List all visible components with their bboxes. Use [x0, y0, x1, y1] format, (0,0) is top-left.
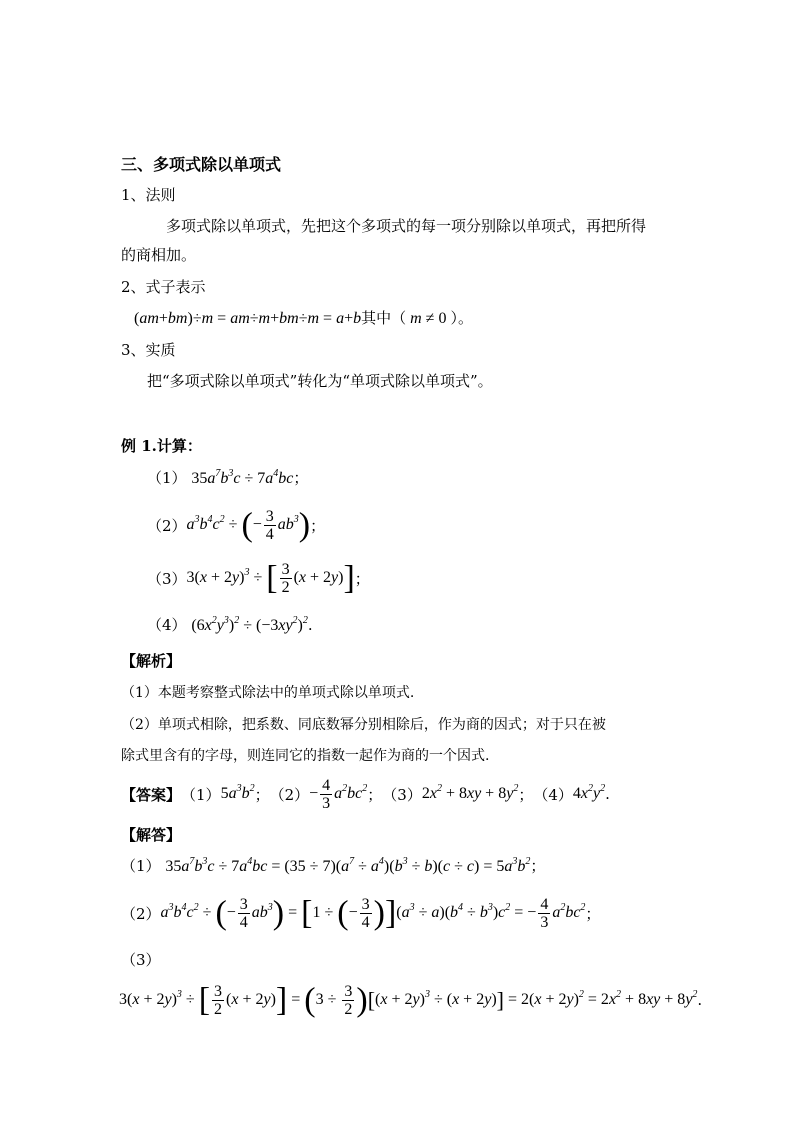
analysis-line-2: （2）单项式相除，把系数、同底数幂分别相除后，作为商的因式；对于只在被: [121, 717, 606, 733]
separator: ；: [585, 904, 601, 923]
essence-text: 把“多项式除以单项式”转化为“单项式除以单项式”。: [147, 372, 493, 390]
answer-number: （2）: [269, 785, 310, 804]
formula-expression: (am+bm)÷m = am÷m+bm÷m = a+b: [134, 310, 362, 327]
formula-condition: 其中（: [361, 309, 407, 327]
answer-line: [121, 772, 610, 816]
example-expression-2: $a^3b^4c^2$ ÷ (− $\frac{3}{4}$ $ab^3$): [186, 506, 311, 543]
separator: ；: [530, 857, 546, 875]
terminator: .: [697, 991, 703, 1009]
example-item-number: （1）: [147, 469, 187, 487]
separator: ；: [518, 785, 534, 804]
rule-line-2: 的商相加。: [121, 246, 197, 264]
example-item-number: （3）: [147, 569, 187, 588]
answer-number: （4）: [533, 785, 573, 804]
separator: ；: [354, 569, 370, 588]
rule-line-1: 多项式除以单项式，先把这个多项式的每一项分别除以单项式，再把所得: [166, 217, 647, 235]
solution-number-3: （3）: [121, 951, 161, 969]
answer-number: （3）: [382, 785, 422, 804]
solution-item-2: [121, 888, 600, 938]
separator: ；: [293, 469, 309, 487]
essence-heading: 3、实质: [121, 341, 176, 359]
example-item-1: [147, 467, 308, 488]
solution-expression-2: $a^3b^4c^2$ ÷ (− $\frac{3}{4}$ $ab^3) = [1$ ÷ (− $\frac{3}{4}$ )]$(a^3 \div a)(b^4 \div b^3)c^2$ = − $\frac{4}{3}$ $a^2bc^2$: [160, 894, 586, 931]
terminator: .: [307, 616, 313, 634]
separator: ；: [254, 785, 270, 804]
example-item-4: [147, 614, 313, 635]
rule-heading: 1、法则: [121, 186, 176, 204]
solution-item-3: [119, 975, 702, 1025]
formula-condition-end: ）。: [450, 309, 473, 327]
example-expression-4: $(6x^2y^3)^2 \div (-3xy^2)^2$: [191, 615, 308, 634]
example-item-number: （4）: [147, 616, 187, 634]
solution-expression-1: $35a^7b^3c \div 7a^4bc = (35 \div 7)(a^7 \div a^4)(b^3 \div b)(c \div c) = 5a^3b^2$: [165, 856, 531, 875]
answer-number: （1）: [181, 785, 221, 804]
answer-2: − $\frac{4}{3}$ $a^2bc^2$: [309, 776, 368, 812]
formula-condition-expr: m ≠ 0: [406, 310, 451, 327]
formula-line: [134, 307, 473, 328]
example-item-3: [147, 553, 370, 603]
analysis-label: 【解析】: [121, 652, 182, 670]
solution-number: （1）: [121, 857, 161, 875]
solution-item-1: [121, 855, 545, 876]
terminator: .: [605, 785, 610, 803]
solution-label: 【解答】: [121, 826, 182, 844]
answer-3: $2x^2 + 8xy + 8y^2$: [421, 783, 519, 802]
separator: ；: [367, 785, 383, 804]
answer-label: 【答案】: [121, 785, 182, 804]
example-expression-1: $35a^7b^3c \div 7a^4bc$: [191, 468, 294, 487]
answer-4: $4x^2y^2$: [572, 783, 606, 802]
section-title: 三、多项式除以单项式: [121, 155, 282, 174]
example-title: 例 1.计算：: [121, 437, 202, 455]
solution-expression-3: $3(x + 2y)^3$ ÷ [ $\frac{3}{2}$ (x + 2y)] = (3 ÷ $\frac{3}{2}$ )$[(x + 2y)^3 \div (x + 2y)] = 2(x + 2y)^2 = 2x^2 + 8xy + 8y^2$: [119, 981, 698, 1018]
analysis-line-1: （1）本题考察整式除法中的单项式除以单项式.: [121, 685, 415, 701]
analysis-line-3: 除式里含有的字母，则连同它的指数一起作为商的一个因式.: [121, 748, 490, 764]
separator: ；: [310, 516, 326, 535]
formula-heading: 2、式子表示: [121, 278, 206, 296]
solution-number: （2）: [121, 904, 161, 923]
answer-1: $5a^3b^2$: [220, 783, 255, 802]
example-expression-3: $3(x + 2y)^3$ ÷ [ $\frac{3}{2}$ (x + 2y)]: [186, 559, 355, 596]
example-item-2: [147, 500, 325, 550]
example-item-number: （2）: [147, 516, 187, 535]
